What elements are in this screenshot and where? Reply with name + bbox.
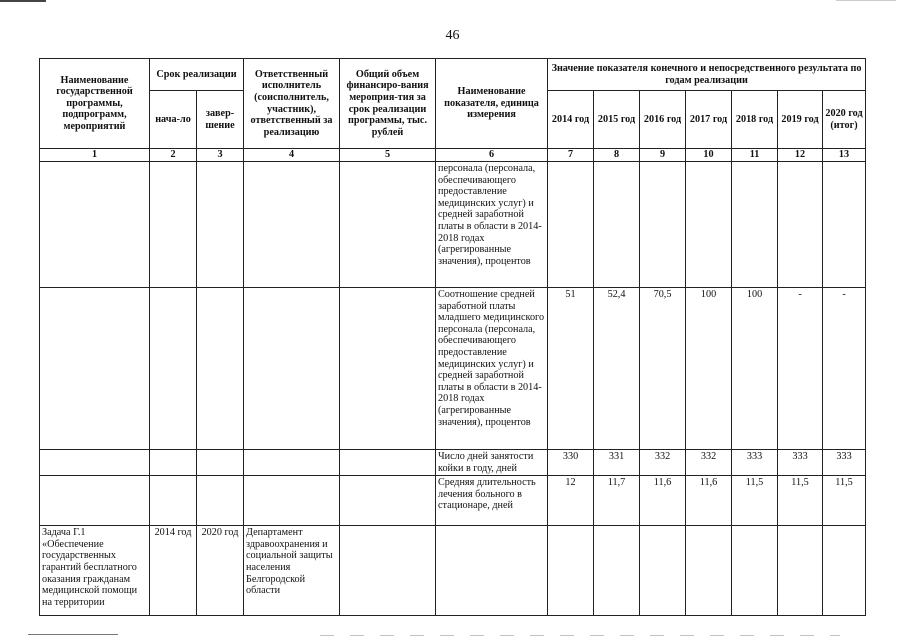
column-number: 8	[594, 149, 640, 162]
header-start: нача-ло	[150, 91, 197, 149]
header-funding: Общий объем финансиро-вания мероприя-тия за срок реализации программы, тыс. рублей	[340, 59, 436, 149]
value-cell	[548, 162, 594, 288]
value-cell: 11,6	[686, 476, 732, 526]
indicator-cell: Средняя длительность лечения больного в стационаре, дней	[436, 476, 548, 526]
value-cell: 11,5	[778, 476, 823, 526]
value-cell: 333	[778, 450, 823, 476]
header-year: 2018 год	[732, 91, 778, 149]
value-cell: 51	[548, 288, 594, 450]
table-row	[40, 476, 866, 526]
header-period: Срок реализации	[150, 59, 244, 91]
header-end: завер-шение	[197, 91, 244, 149]
header-year: 2014 год	[548, 91, 594, 149]
value-cell: 331	[594, 450, 640, 476]
indicator-cell: Соотношение средней заработной платы младшего медицинского персонала (персонала, обеспечивающего предоставление медицинских услуг) и средней заработной платы в области в 2014-2018 годах (агрегированные значения), процентов	[436, 288, 548, 450]
header-year: 2017 год	[686, 91, 732, 149]
table-row	[40, 288, 866, 450]
value-cell	[686, 162, 732, 288]
column-number: 4	[244, 149, 340, 162]
column-number: 5	[340, 149, 436, 162]
indicator-table	[39, 58, 866, 616]
value-cell: 52,4	[594, 288, 640, 450]
bottom-rule	[28, 634, 118, 635]
value-cell: 333	[732, 450, 778, 476]
value-cell: 332	[640, 450, 686, 476]
value-cell: -	[778, 288, 823, 450]
value-cell: 333	[823, 450, 866, 476]
value-cell: 100	[686, 288, 732, 450]
table-row	[40, 450, 866, 476]
task-name-cell: Задача Г.1 «Обеспечение государственных гарантий бесплатного оказания гражданам медицинской помощи на территории	[40, 526, 150, 616]
column-number-row	[40, 149, 866, 162]
header-year: 2015 год	[594, 91, 640, 149]
start-year-cell: 2014 год	[150, 526, 197, 616]
value-cell: 330	[548, 450, 594, 476]
responsible-cell: Департамент здравоохранения и социальной защиты населения Белгородской области	[244, 526, 340, 616]
table-row	[40, 526, 866, 616]
indicator-cell: персонала (персонала, обеспечивающего предоставление медицинских услуг) и средней заработной платы в области в 2014-2018 годах (агрегированные значения), процентов	[436, 162, 548, 288]
header-values: Значение показателя конечного и непосредственного результата по годам реализации	[548, 59, 866, 91]
column-number: 3	[197, 149, 244, 162]
column-number: 13	[823, 149, 866, 162]
value-cell	[823, 162, 866, 288]
column-number: 9	[640, 149, 686, 162]
value-cell	[594, 162, 640, 288]
value-cell: 11,5	[732, 476, 778, 526]
column-number: 2	[150, 149, 197, 162]
column-number: 6	[436, 149, 548, 162]
top-rule	[0, 0, 46, 2]
top-scan-mark	[836, 0, 896, 1]
value-cell: 70,5	[640, 288, 686, 450]
header-year: 2019 год	[778, 91, 823, 149]
value-cell	[640, 162, 686, 288]
column-number: 11	[732, 149, 778, 162]
header-name: Наименование государственной программы, подпрограмм, мероприятий	[40, 59, 150, 149]
value-cell: 11,6	[640, 476, 686, 526]
indicator-cell: Число дней занятости койки в году, дней	[436, 450, 548, 476]
table-row	[40, 162, 866, 288]
column-number: 1	[40, 149, 150, 162]
value-cell: 11,5	[823, 476, 866, 526]
bottom-scan-noise	[320, 635, 840, 636]
column-number: 10	[686, 149, 732, 162]
header-year: 2016 год	[640, 91, 686, 149]
column-number: 7	[548, 149, 594, 162]
value-cell: -	[823, 288, 866, 450]
value-cell	[778, 162, 823, 288]
value-cell: 12	[548, 476, 594, 526]
end-year-cell: 2020 год	[197, 526, 244, 616]
page-number: 46	[445, 28, 460, 43]
column-number: 12	[778, 149, 823, 162]
value-cell: 100	[732, 288, 778, 450]
header-indicator: Наименование показателя, единица измерения	[436, 59, 548, 149]
value-cell: 332	[686, 450, 732, 476]
value-cell: 11,7	[594, 476, 640, 526]
value-cell	[732, 162, 778, 288]
header-responsible: Ответственный исполнитель (соисполнитель, участник), ответственный за реализацию	[244, 59, 340, 149]
header-year: 2020 год (итог)	[823, 91, 866, 149]
